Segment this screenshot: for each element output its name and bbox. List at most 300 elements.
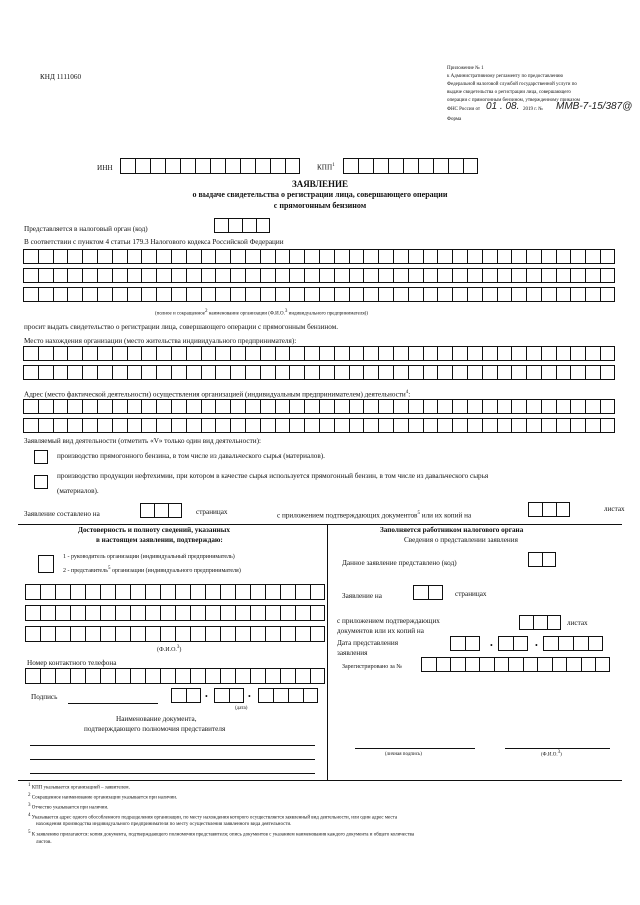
input-cell[interactable] xyxy=(497,249,512,264)
input-cell[interactable] xyxy=(541,249,556,264)
input-cell[interactable] xyxy=(581,657,596,672)
input-cell[interactable] xyxy=(408,268,423,283)
input-cell[interactable] xyxy=(97,268,112,283)
doc-line[interactable] xyxy=(30,773,315,774)
input-cell[interactable] xyxy=(23,365,38,380)
input-cell[interactable] xyxy=(214,688,229,703)
location-row[interactable] xyxy=(23,365,615,380)
pages-field[interactable] xyxy=(140,503,182,518)
input-cell[interactable] xyxy=(334,287,349,302)
input-cell[interactable] xyxy=(250,584,265,600)
input-cell[interactable] xyxy=(295,584,310,600)
input-cell[interactable] xyxy=(465,657,480,672)
input-cell[interactable] xyxy=(556,346,571,361)
input-cell[interactable] xyxy=(140,503,154,518)
input-cell[interactable] xyxy=(145,668,160,684)
input-cell[interactable] xyxy=(215,268,230,283)
input-cell[interactable] xyxy=(201,287,216,302)
input-cell[interactable] xyxy=(38,365,53,380)
input-cell[interactable] xyxy=(556,502,570,517)
input-cell[interactable] xyxy=(270,158,285,174)
input-cell[interactable] xyxy=(171,287,186,302)
input-cell[interactable] xyxy=(437,418,452,433)
input-cell[interactable] xyxy=(378,346,393,361)
input-cell[interactable] xyxy=(289,399,304,414)
address-row[interactable] xyxy=(23,399,615,414)
activity-checkbox-1[interactable] xyxy=(34,450,48,464)
inn-field[interactable] xyxy=(120,158,300,174)
input-cell[interactable] xyxy=(285,158,300,174)
input-cell[interactable] xyxy=(452,346,467,361)
stmt-pages-field[interactable] xyxy=(413,585,443,600)
input-cell[interactable] xyxy=(600,399,615,414)
input-cell[interactable] xyxy=(526,418,541,433)
input-cell[interactable] xyxy=(127,418,142,433)
input-cell[interactable] xyxy=(452,249,467,264)
input-cell[interactable] xyxy=(127,399,142,414)
input-cell[interactable] xyxy=(225,158,240,174)
input-cell[interactable] xyxy=(363,287,378,302)
input-cell[interactable] xyxy=(40,626,55,642)
input-cell[interactable] xyxy=(295,668,310,684)
input-cell[interactable] xyxy=(97,365,112,380)
input-cell[interactable] xyxy=(250,626,265,642)
input-cell[interactable] xyxy=(156,399,171,414)
input-cell[interactable] xyxy=(53,249,68,264)
input-cell[interactable] xyxy=(393,365,408,380)
input-cell[interactable] xyxy=(141,418,156,433)
input-cell[interactable] xyxy=(25,668,40,684)
input-cell[interactable] xyxy=(82,365,97,380)
input-cell[interactable] xyxy=(171,268,186,283)
input-cell[interactable] xyxy=(378,399,393,414)
input-cell[interactable] xyxy=(497,268,512,283)
input-cell[interactable] xyxy=(319,346,334,361)
input-cell[interactable] xyxy=(511,268,526,283)
input-cell[interactable] xyxy=(423,365,438,380)
input-cell[interactable] xyxy=(408,399,423,414)
input-cell[interactable] xyxy=(215,418,230,433)
input-cell[interactable] xyxy=(25,584,40,600)
input-cell[interactable] xyxy=(40,605,55,621)
input-cell[interactable] xyxy=(115,605,130,621)
input-cell[interactable] xyxy=(547,615,561,630)
input-cell[interactable] xyxy=(437,287,452,302)
input-cell[interactable] xyxy=(230,365,245,380)
input-cell[interactable] xyxy=(201,249,216,264)
input-cell[interactable] xyxy=(260,365,275,380)
input-cell[interactable] xyxy=(437,249,452,264)
input-cell[interactable] xyxy=(112,268,127,283)
input-cell[interactable] xyxy=(556,249,571,264)
sign-date-month[interactable] xyxy=(214,688,244,703)
input-cell[interactable] xyxy=(112,346,127,361)
input-cell[interactable] xyxy=(552,657,567,672)
input-cell[interactable] xyxy=(214,218,228,233)
input-cell[interactable] xyxy=(55,668,70,684)
input-cell[interactable] xyxy=(255,158,270,174)
input-cell[interactable] xyxy=(97,399,112,414)
input-cell[interactable] xyxy=(156,418,171,433)
input-cell[interactable] xyxy=(156,268,171,283)
input-cell[interactable] xyxy=(600,287,615,302)
input-cell[interactable] xyxy=(23,249,38,264)
input-cell[interactable] xyxy=(511,287,526,302)
input-cell[interactable] xyxy=(23,346,38,361)
input-cell[interactable] xyxy=(171,346,186,361)
input-cell[interactable] xyxy=(408,418,423,433)
sign-date-year[interactable] xyxy=(258,688,318,703)
input-cell[interactable] xyxy=(23,418,38,433)
input-cell[interactable] xyxy=(175,605,190,621)
input-cell[interactable] xyxy=(378,268,393,283)
registered-number-field[interactable] xyxy=(421,657,610,672)
input-cell[interactable] xyxy=(168,503,182,518)
input-cell[interactable] xyxy=(275,365,290,380)
input-cell[interactable] xyxy=(388,158,403,174)
input-cell[interactable] xyxy=(304,268,319,283)
input-cell[interactable] xyxy=(319,249,334,264)
input-cell[interactable] xyxy=(523,657,538,672)
input-cell[interactable] xyxy=(467,268,482,283)
input-cell[interactable] xyxy=(67,365,82,380)
input-cell[interactable] xyxy=(201,365,216,380)
input-cell[interactable] xyxy=(112,399,127,414)
input-cell[interactable] xyxy=(175,668,190,684)
input-cell[interactable] xyxy=(570,346,585,361)
input-cell[interactable] xyxy=(573,636,588,651)
input-cell[interactable] xyxy=(304,399,319,414)
input-cell[interactable] xyxy=(585,287,600,302)
input-cell[interactable] xyxy=(570,418,585,433)
input-cell[interactable] xyxy=(452,365,467,380)
input-cell[interactable] xyxy=(600,268,615,283)
input-cell[interactable] xyxy=(53,418,68,433)
input-cell[interactable] xyxy=(408,365,423,380)
input-cell[interactable] xyxy=(467,287,482,302)
input-cell[interactable] xyxy=(585,249,600,264)
input-cell[interactable] xyxy=(235,668,250,684)
input-cell[interactable] xyxy=(215,365,230,380)
docs-sheets-field[interactable] xyxy=(519,615,561,630)
input-cell[interactable] xyxy=(310,584,325,600)
input-cell[interactable] xyxy=(275,346,290,361)
input-cell[interactable] xyxy=(437,346,452,361)
input-cell[interactable] xyxy=(186,399,201,414)
input-cell[interactable] xyxy=(528,552,542,567)
input-cell[interactable] xyxy=(97,249,112,264)
input-cell[interactable] xyxy=(215,249,230,264)
input-cell[interactable] xyxy=(467,249,482,264)
input-cell[interactable] xyxy=(349,287,364,302)
input-cell[interactable] xyxy=(408,287,423,302)
input-cell[interactable] xyxy=(570,287,585,302)
input-cell[interactable] xyxy=(413,585,428,600)
input-cell[interactable] xyxy=(171,418,186,433)
input-cell[interactable] xyxy=(82,268,97,283)
input-cell[interactable] xyxy=(130,668,145,684)
input-cell[interactable] xyxy=(97,287,112,302)
input-cell[interactable] xyxy=(556,365,571,380)
tax-organ-code-field[interactable] xyxy=(214,218,270,233)
input-cell[interactable] xyxy=(154,503,168,518)
input-cell[interactable] xyxy=(566,657,581,672)
input-cell[interactable] xyxy=(186,268,201,283)
input-cell[interactable] xyxy=(265,668,280,684)
input-cell[interactable] xyxy=(498,636,513,651)
input-cell[interactable] xyxy=(127,287,142,302)
input-cell[interactable] xyxy=(205,668,220,684)
input-cell[interactable] xyxy=(230,399,245,414)
input-cell[interactable] xyxy=(541,365,556,380)
presented-code-field[interactable] xyxy=(528,552,556,567)
input-cell[interactable] xyxy=(303,688,318,703)
input-cell[interactable] xyxy=(537,657,552,672)
input-cell[interactable] xyxy=(23,287,38,302)
input-cell[interactable] xyxy=(585,365,600,380)
input-cell[interactable] xyxy=(595,657,610,672)
input-cell[interactable] xyxy=(229,688,244,703)
input-cell[interactable] xyxy=(585,399,600,414)
input-cell[interactable] xyxy=(165,158,180,174)
input-cell[interactable] xyxy=(452,418,467,433)
input-cell[interactable] xyxy=(541,287,556,302)
input-cell[interactable] xyxy=(408,346,423,361)
input-cell[interactable] xyxy=(450,636,465,651)
input-cell[interactable] xyxy=(497,346,512,361)
input-cell[interactable] xyxy=(467,399,482,414)
input-cell[interactable] xyxy=(70,668,85,684)
input-cell[interactable] xyxy=(556,287,571,302)
input-cell[interactable] xyxy=(265,605,280,621)
input-cell[interactable] xyxy=(479,657,494,672)
input-cell[interactable] xyxy=(556,399,571,414)
input-cell[interactable] xyxy=(100,668,115,684)
input-cell[interactable] xyxy=(393,346,408,361)
input-cell[interactable] xyxy=(175,626,190,642)
fio-row[interactable] xyxy=(25,584,325,600)
input-cell[interactable] xyxy=(519,615,533,630)
location-row[interactable] xyxy=(23,346,615,361)
input-cell[interactable] xyxy=(215,346,230,361)
input-cell[interactable] xyxy=(467,365,482,380)
input-cell[interactable] xyxy=(230,287,245,302)
kpp-field[interactable] xyxy=(343,158,478,174)
input-cell[interactable] xyxy=(97,418,112,433)
input-cell[interactable] xyxy=(258,688,273,703)
input-cell[interactable] xyxy=(373,158,388,174)
input-cell[interactable] xyxy=(570,268,585,283)
input-cell[interactable] xyxy=(245,268,260,283)
input-cell[interactable] xyxy=(482,249,497,264)
input-cell[interactable] xyxy=(428,585,443,600)
input-cell[interactable] xyxy=(437,399,452,414)
input-cell[interactable] xyxy=(250,668,265,684)
input-cell[interactable] xyxy=(228,218,242,233)
input-cell[interactable] xyxy=(319,418,334,433)
input-cell[interactable] xyxy=(289,418,304,433)
doc-line[interactable] xyxy=(30,745,315,746)
input-cell[interactable] xyxy=(349,399,364,414)
input-cell[interactable] xyxy=(201,346,216,361)
input-cell[interactable] xyxy=(53,268,68,283)
input-cell[interactable] xyxy=(85,584,100,600)
input-cell[interactable] xyxy=(112,418,127,433)
input-cell[interactable] xyxy=(393,399,408,414)
input-cell[interactable] xyxy=(55,584,70,600)
input-cell[interactable] xyxy=(556,268,571,283)
input-cell[interactable] xyxy=(310,668,325,684)
input-cell[interactable] xyxy=(171,399,186,414)
input-cell[interactable] xyxy=(97,346,112,361)
org-name-row[interactable] xyxy=(23,249,615,264)
input-cell[interactable] xyxy=(363,399,378,414)
input-cell[interactable] xyxy=(403,158,418,174)
input-cell[interactable] xyxy=(436,657,451,672)
input-cell[interactable] xyxy=(541,399,556,414)
input-cell[interactable] xyxy=(70,605,85,621)
input-cell[interactable] xyxy=(570,249,585,264)
input-cell[interactable] xyxy=(452,399,467,414)
input-cell[interactable] xyxy=(463,158,478,174)
input-cell[interactable] xyxy=(67,346,82,361)
input-cell[interactable] xyxy=(378,365,393,380)
input-cell[interactable] xyxy=(334,268,349,283)
input-cell[interactable] xyxy=(511,346,526,361)
activity-checkbox-2[interactable] xyxy=(34,475,48,489)
signer-type-field[interactable] xyxy=(38,555,54,573)
input-cell[interactable] xyxy=(55,626,70,642)
org-name-row[interactable] xyxy=(23,268,615,283)
input-cell[interactable] xyxy=(265,584,280,600)
input-cell[interactable] xyxy=(280,584,295,600)
input-cell[interactable] xyxy=(280,668,295,684)
input-cell[interactable] xyxy=(541,346,556,361)
input-cell[interactable] xyxy=(497,287,512,302)
input-cell[interactable] xyxy=(171,365,186,380)
input-cell[interactable] xyxy=(141,249,156,264)
input-cell[interactable] xyxy=(160,584,175,600)
input-cell[interactable] xyxy=(363,418,378,433)
input-cell[interactable] xyxy=(85,605,100,621)
input-cell[interactable] xyxy=(186,418,201,433)
date-presented-year[interactable] xyxy=(543,636,603,651)
input-cell[interactable] xyxy=(201,399,216,414)
input-cell[interactable] xyxy=(526,346,541,361)
input-cell[interactable] xyxy=(319,287,334,302)
input-cell[interactable] xyxy=(190,584,205,600)
input-cell[interactable] xyxy=(201,268,216,283)
input-cell[interactable] xyxy=(195,158,210,174)
input-cell[interactable] xyxy=(511,418,526,433)
input-cell[interactable] xyxy=(260,346,275,361)
input-cell[interactable] xyxy=(378,418,393,433)
input-cell[interactable] xyxy=(240,158,255,174)
input-cell[interactable] xyxy=(511,399,526,414)
input-cell[interactable] xyxy=(135,158,150,174)
input-cell[interactable] xyxy=(482,399,497,414)
input-cell[interactable] xyxy=(319,268,334,283)
input-cell[interactable] xyxy=(334,399,349,414)
input-cell[interactable] xyxy=(556,418,571,433)
input-cell[interactable] xyxy=(127,249,142,264)
input-cell[interactable] xyxy=(67,249,82,264)
input-cell[interactable] xyxy=(245,418,260,433)
input-cell[interactable] xyxy=(275,399,290,414)
input-cell[interactable] xyxy=(67,399,82,414)
address-row[interactable] xyxy=(23,418,615,433)
input-cell[interactable] xyxy=(171,688,186,703)
input-cell[interactable] xyxy=(280,626,295,642)
input-cell[interactable] xyxy=(542,552,556,567)
input-cell[interactable] xyxy=(85,668,100,684)
input-cell[interactable] xyxy=(482,287,497,302)
input-cell[interactable] xyxy=(160,626,175,642)
input-cell[interactable] xyxy=(273,688,288,703)
input-cell[interactable] xyxy=(511,365,526,380)
input-cell[interactable] xyxy=(408,249,423,264)
input-cell[interactable] xyxy=(349,346,364,361)
input-cell[interactable] xyxy=(127,346,142,361)
input-cell[interactable] xyxy=(260,249,275,264)
input-cell[interactable] xyxy=(67,287,82,302)
input-cell[interactable] xyxy=(141,268,156,283)
input-cell[interactable] xyxy=(423,249,438,264)
input-cell[interactable] xyxy=(145,605,160,621)
input-cell[interactable] xyxy=(513,636,528,651)
input-cell[interactable] xyxy=(190,626,205,642)
input-cell[interactable] xyxy=(220,626,235,642)
input-cell[interactable] xyxy=(465,636,480,651)
input-cell[interactable] xyxy=(67,418,82,433)
input-cell[interactable] xyxy=(585,346,600,361)
input-cell[interactable] xyxy=(275,249,290,264)
input-cell[interactable] xyxy=(220,668,235,684)
input-cell[interactable] xyxy=(171,249,186,264)
input-cell[interactable] xyxy=(230,268,245,283)
input-cell[interactable] xyxy=(100,584,115,600)
input-cell[interactable] xyxy=(53,346,68,361)
input-cell[interactable] xyxy=(497,365,512,380)
input-cell[interactable] xyxy=(85,626,100,642)
input-cell[interactable] xyxy=(145,584,160,600)
input-cell[interactable] xyxy=(349,249,364,264)
input-cell[interactable] xyxy=(220,605,235,621)
input-cell[interactable] xyxy=(448,158,463,174)
input-cell[interactable] xyxy=(141,346,156,361)
input-cell[interactable] xyxy=(295,626,310,642)
input-cell[interactable] xyxy=(186,365,201,380)
input-cell[interactable] xyxy=(260,268,275,283)
input-cell[interactable] xyxy=(25,605,40,621)
input-cell[interactable] xyxy=(23,399,38,414)
input-cell[interactable] xyxy=(363,268,378,283)
input-cell[interactable] xyxy=(156,287,171,302)
input-cell[interactable] xyxy=(115,584,130,600)
input-cell[interactable] xyxy=(260,399,275,414)
fio-row[interactable] xyxy=(25,605,325,621)
input-cell[interactable] xyxy=(120,158,135,174)
input-cell[interactable] xyxy=(260,418,275,433)
input-cell[interactable] xyxy=(127,268,142,283)
input-cell[interactable] xyxy=(100,626,115,642)
phone-field[interactable] xyxy=(25,668,325,684)
org-name-row[interactable] xyxy=(23,287,615,302)
input-cell[interactable] xyxy=(215,287,230,302)
input-cell[interactable] xyxy=(53,399,68,414)
input-cell[interactable] xyxy=(526,249,541,264)
input-cell[interactable] xyxy=(570,399,585,414)
